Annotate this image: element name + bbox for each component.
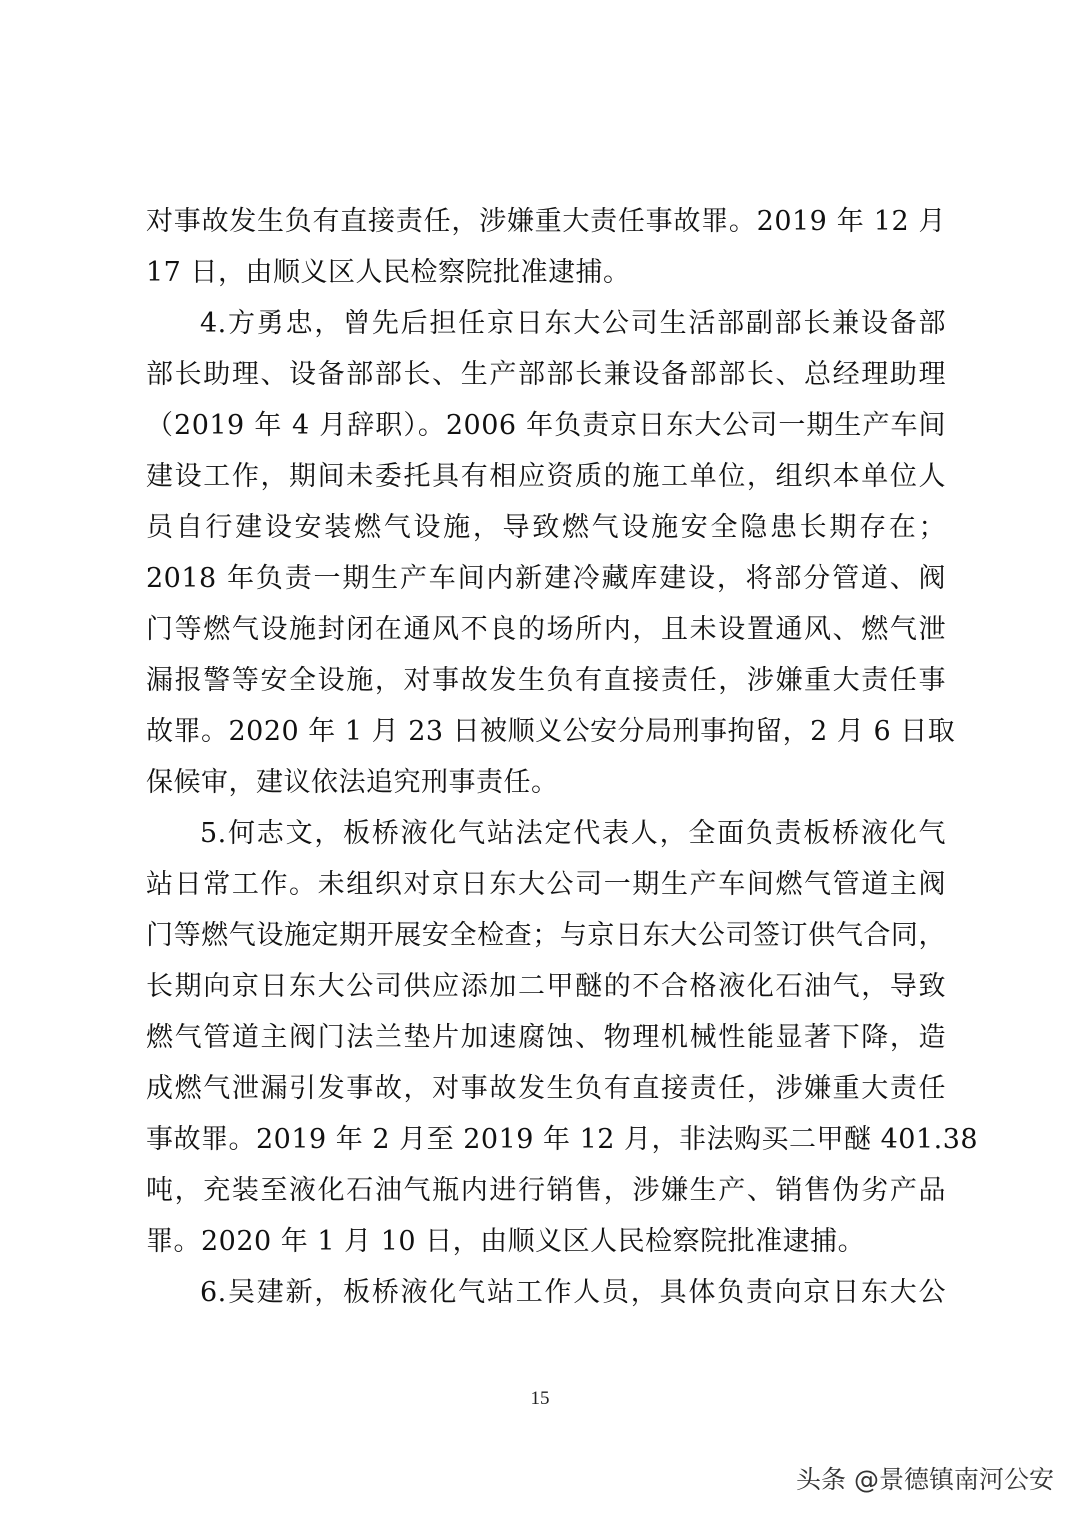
- text-line: 事故罪。2019 年 2 月至 2019 年 12 月，非法购买二甲醚 401.38: [146, 1124, 979, 1155]
- text-line: 门等燃气设施定期开展安全检查；与京日东大公司签订供气合同，: [146, 920, 946, 951]
- text-line: （2019 年 4 月辞职）。2006 年负责京日东大公司一期生产车间: [146, 410, 946, 441]
- text-line: 站日常工作。未组织对京日东大公司一期生产车间燃气管道主阀: [146, 869, 946, 900]
- text-line: 建设工作，期间未委托具有相应资质的施工单位，组织本单位人: [146, 461, 946, 492]
- text-line: 漏报警等安全设施，对事故发生负有直接责任，涉嫌重大责任事: [146, 665, 946, 696]
- text-line: 成燃气泄漏引发事故，对事故发生负有直接责任，涉嫌重大责任: [146, 1073, 946, 1104]
- text-line: 员自行建设安装燃气设施，导致燃气设施安全隐患长期存在；: [146, 512, 946, 543]
- text-line: 5.何志文，板桥液化气站法定代表人，全面负责板桥液化气: [200, 818, 946, 849]
- text-line: 17 日，由顺义区人民检察院批准逮捕。: [146, 257, 631, 288]
- text-line: 对事故发生负有直接责任，涉嫌重大责任事故罪。2019 年 12 月: [146, 206, 946, 237]
- text-line: 门等燃气设施封闭在通风不良的场所内，且未设置通风、燃气泄: [146, 614, 946, 645]
- text-line: 故罪。2020 年 1 月 23 日被顺义公安分局刑事拘留，2 月 6 日取: [146, 716, 956, 747]
- text-line: 部长助理、设备部部长、生产部部长兼设备部部长、总经理助理: [146, 359, 946, 390]
- text-line: 长期向京日东大公司供应添加二甲醚的不合格液化石油气，导致: [146, 971, 946, 1002]
- text-line: 保候审，建议依法追究刑事责任。: [146, 767, 559, 798]
- body-text: [146, 196, 979, 1318]
- text-line: 2018 年负责一期生产车间内新建冷藏库建设，将部分管道、阀: [146, 563, 946, 594]
- text-line: 吨，充装至液化石油气瓶内进行销售，涉嫌生产、销售伪劣产品: [146, 1175, 946, 1206]
- text-line: 罪。2020 年 1 月 10 日，由顺义区人民检察院批准逮捕。: [146, 1226, 866, 1257]
- text-line: 燃气管道主阀门法兰垫片加速腐蚀、物理机械性能显著下降，造: [146, 1022, 946, 1053]
- text-line: 4.方勇忠，曾先后担任京日东大公司生活部副部长兼设备部: [200, 308, 946, 339]
- watermark: 头条 @景德镇南河公安: [796, 1465, 1054, 1494]
- text-line: 6.吴建新，板桥液化气站工作人员，具体负责向京日东大公: [200, 1277, 946, 1308]
- page-number: 15: [530, 1388, 550, 1409]
